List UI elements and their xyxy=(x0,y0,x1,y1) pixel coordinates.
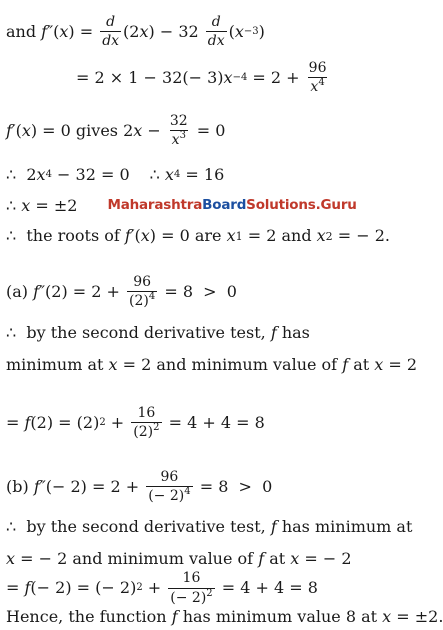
line-roots: ∴ the roots of f′ ( x ) = 0 are x 1 = 2 and x 2 = − 2. xyxy=(6,226,391,245)
line-second-derivative-test-a: ∴ by the second derivative test, f has xyxy=(6,323,310,342)
line-conclusion: Hence, the function f has minimum value 8 at x = ±2. xyxy=(6,607,443,626)
line-minimum-at-2: minimum at x = 2 and minimum value of f at x = 2 xyxy=(6,355,418,374)
line-x-values: ∴ x = ±2 MaharashtraBoardSolutions.Guru xyxy=(6,196,357,215)
line-second-derivative-result: = 2 × 1 − 32(− 3) x −4 = 2 + $\frac{96}{x^4}$ xyxy=(76,60,327,96)
line-minimum-value-b: = f (− 2) = (− 2) 2 + $\frac{16}{(- 2)^2}$ = 4 + 4 = 8 xyxy=(6,570,318,606)
line-minimum-at-minus-2: x = − 2 and minimum value of f at x = − 2 xyxy=(6,549,352,568)
line-solve-quartic: ∴ 2 x 4 − 32 = 0 ∴ x 4 = 16 xyxy=(6,165,225,184)
line-minimum-value-a: = f (2) = (2) 2 + $\frac{16}{(2)^2}$ = 4 + 4 = 8 xyxy=(6,405,265,441)
line-second-derivative-setup: and f″ ( x ) = $\frac{d}{dx}$ (2 x ) − 32 $\frac{d}{dx}$ ( x −3 ) xyxy=(6,14,265,50)
line-part-a: (a) f″ (2) = 2 + $\frac{96}{(2)^4}$ = 8 > 0 xyxy=(6,274,237,310)
line-part-b: (b) f″ (− 2) = 2 + $\frac{96}{(- 2)^4}$ = 8 > 0 xyxy=(6,469,273,505)
line-first-derivative-zero: f′ ( x ) = 0 gives 2 x − $\frac{32}{x^3}$ = 0 xyxy=(6,113,226,149)
line-second-derivative-test-b: ∴ by the second derivative test, f has minimum at xyxy=(6,517,413,536)
site-watermark: MaharashtraBoardSolutions.Guru xyxy=(107,197,357,214)
